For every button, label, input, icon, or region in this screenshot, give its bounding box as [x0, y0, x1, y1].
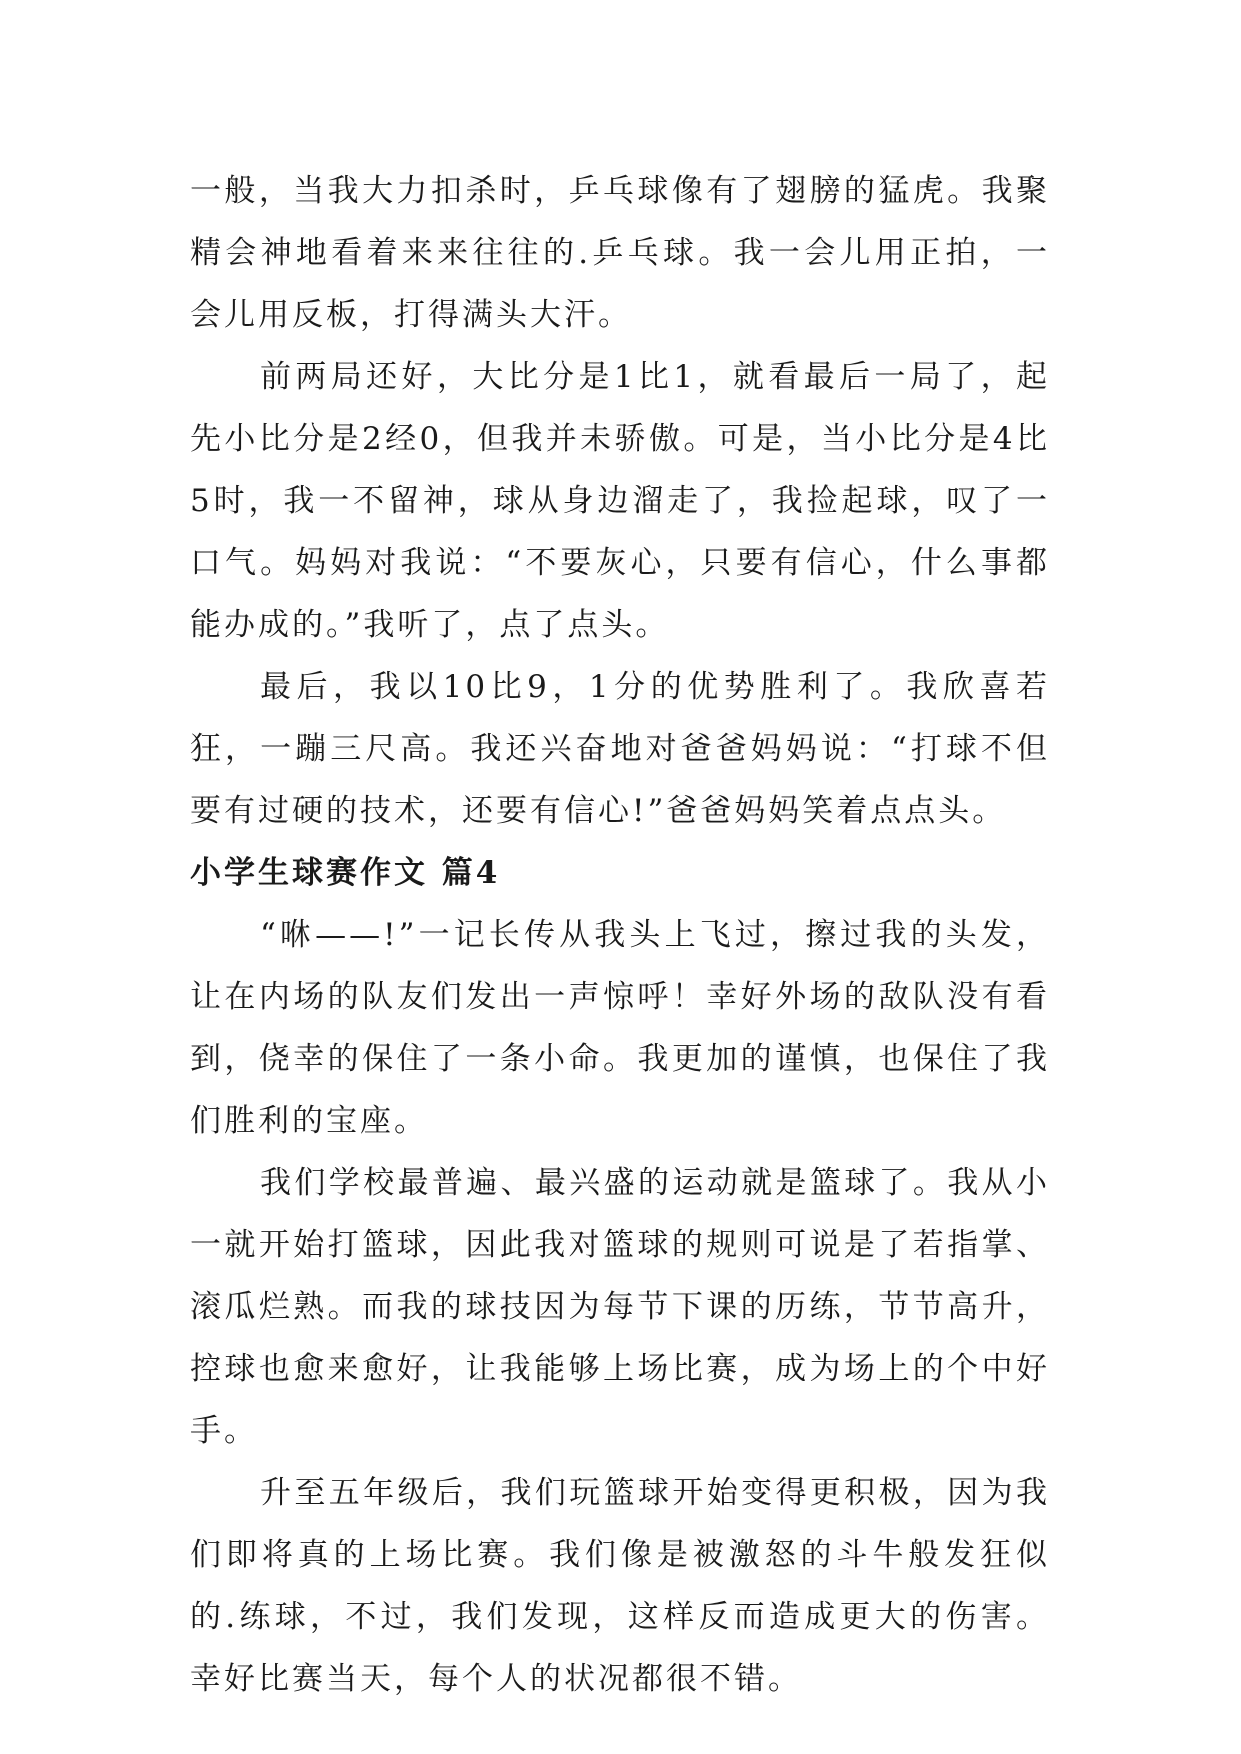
- document-page: [190, 160, 1050, 1710]
- paragraph: 我们学校最普遍、最兴盛的运动就是篮球了。我从小一就开始打篮球，因此我对篮球的规则可说是了若指掌、滚瓜烂熟。而我的球技因为每节下课的历练，节节高升，控球也愈来愈好，让我能够上场比赛，成为场上的个中好手。: [190, 1165, 1050, 1449]
- paragraph: “咻——!”一记长传从我头上飞过，擦过我的头发，让在内场的队友们发出一声惊呼！幸好外场的敌队没有看到，侥幸的保住了一条小命。我更加的谨慎，也保住了我们胜利的宝座。: [190, 917, 1050, 1139]
- paragraph: 前两局还好，大比分是1比1，就看最后一局了，起先小比分是2经0，但我并未骄傲。可是，当小比分是4比5时，我一不留神，球从身边溜走了，我捡起球，叹了一口气。妈妈对我说：“不要灰心，只要有信心，什么事都能办成的。”我听了，点了点头。: [190, 359, 1050, 643]
- section-heading: 小学生球赛作文 篇4: [190, 855, 501, 891]
- paragraph: 最后，我以10比9，1分的优势胜利了。我欣喜若狂，一蹦三尺高。我还兴奋地对爸爸妈妈说：“打球不但要有过硬的技术，还要有信心!”爸爸妈妈笑着点点头。: [190, 669, 1050, 829]
- paragraph: 一般，当我大力扣杀时，乒乓球像有了翅膀的猛虎。我聚精会神地看着来来往往的.乒乓球。我一会儿用正拍，一会儿用反板，打得满头大汗。: [190, 173, 1050, 333]
- paragraph: 升至五年级后，我们玩篮球开始变得更积极，因为我们即将真的上场比赛。我们像是被激怒的斗牛般发狂似的.练球，不过，我们发现，这样反而造成更大的伤害。幸好比赛当天，每个人的状况都很不错。: [190, 1475, 1050, 1697]
